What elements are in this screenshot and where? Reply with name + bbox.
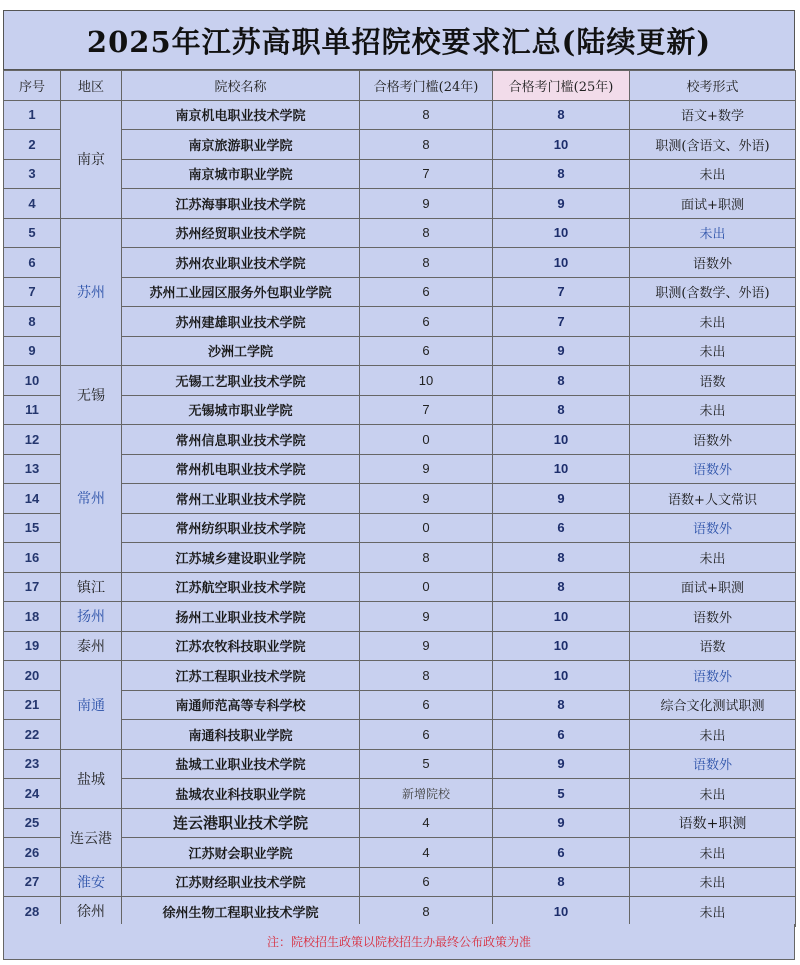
threshold-25-cell: 6: [493, 720, 630, 750]
school-name-cell: 南通科技职业学院: [122, 720, 360, 750]
threshold-25-cell: 8: [493, 395, 630, 425]
exam-form-cell: 未出: [630, 336, 796, 366]
region-cell: 镇江: [61, 572, 122, 602]
row-index: 9: [4, 336, 61, 366]
exam-form-cell: 未出: [630, 543, 796, 573]
threshold-25-cell: 10: [493, 454, 630, 484]
table-header-row: [4, 71, 796, 101]
threshold-24-cell: 10: [360, 366, 493, 396]
region-cell: 泰州: [61, 631, 122, 661]
school-name-cell: 南京机电职业技术学院: [122, 100, 360, 130]
row-index: 14: [4, 484, 61, 514]
row-index: 16: [4, 543, 61, 573]
region-cell: 南京: [61, 100, 122, 218]
table-row: [4, 572, 796, 602]
header-region: 地区: [61, 71, 122, 101]
threshold-24-cell: 9: [360, 484, 493, 514]
school-name-cell: 江苏农牧科技职业学院: [122, 631, 360, 661]
school-name-cell: 常州机电职业技术学院: [122, 454, 360, 484]
exam-form-cell: 未出: [630, 395, 796, 425]
threshold-24-cell: 6: [360, 277, 493, 307]
table-row: [4, 838, 796, 868]
school-name-cell: 无锡工艺职业技术学院: [122, 366, 360, 396]
table-row: [4, 808, 796, 838]
row-index: 18: [4, 602, 61, 632]
table-row: [4, 749, 796, 779]
row-index: 22: [4, 720, 61, 750]
threshold-25-cell: 9: [493, 808, 630, 838]
threshold-24-cell: 6: [360, 690, 493, 720]
threshold-24-cell: 9: [360, 189, 493, 219]
table-row: [4, 189, 796, 219]
threshold-25-cell: 10: [493, 130, 630, 160]
exam-form-cell: 未出: [630, 897, 796, 927]
threshold-25-cell: 8: [493, 867, 630, 897]
row-index: 23: [4, 749, 61, 779]
school-name-cell: 扬州工业职业技术学院: [122, 602, 360, 632]
row-index: 17: [4, 572, 61, 602]
school-name-cell: 沙洲工学院: [122, 336, 360, 366]
table-row: [4, 336, 796, 366]
threshold-25-cell: 10: [493, 631, 630, 661]
school-name-cell: 常州工业职业技术学院: [122, 484, 360, 514]
row-index: 3: [4, 159, 61, 189]
school-name-cell: 徐州生物工程职业技术学院: [122, 897, 360, 927]
school-name-cell: 常州信息职业技术学院: [122, 425, 360, 455]
table-row: [4, 661, 796, 691]
row-index: 11: [4, 395, 61, 425]
table-row: [4, 867, 796, 897]
table-row: [4, 484, 796, 514]
table-row: [4, 100, 796, 130]
header-school-name: 院校名称: [122, 71, 360, 101]
row-index: 27: [4, 867, 61, 897]
threshold-25-cell: 9: [493, 749, 630, 779]
threshold-24-cell: 9: [360, 631, 493, 661]
exam-form-cell: 未出: [630, 159, 796, 189]
table-row: [4, 897, 796, 927]
table-row: [4, 602, 796, 632]
region-cell: 淮安: [61, 867, 122, 897]
summary-sheet: [3, 10, 795, 960]
table-row: [4, 631, 796, 661]
threshold-24-cell: 6: [360, 867, 493, 897]
threshold-24-cell: 8: [360, 897, 493, 927]
exam-form-cell: 未出: [630, 307, 796, 337]
threshold-25-cell: 8: [493, 366, 630, 396]
region-cell: 连云港: [61, 808, 122, 867]
table-row: [4, 248, 796, 278]
row-index: 25: [4, 808, 61, 838]
threshold-24-cell: 8: [360, 248, 493, 278]
threshold-24-cell: 0: [360, 425, 493, 455]
exam-form-cell: 语数外: [630, 661, 796, 691]
header-threshold-25: 合格考门槛(25年): [493, 71, 630, 101]
school-name-cell: 南通师范高等专科学校: [122, 690, 360, 720]
exam-form-cell: 未出: [630, 867, 796, 897]
exam-form-cell: 语数外: [630, 425, 796, 455]
row-index: 8: [4, 307, 61, 337]
threshold-24-cell: 0: [360, 513, 493, 543]
row-index: 24: [4, 779, 61, 809]
threshold-24-cell: 9: [360, 602, 493, 632]
region-cell: 扬州: [61, 602, 122, 632]
table-row: [4, 690, 796, 720]
region-cell: 无锡: [61, 366, 122, 425]
exam-form-cell: 未出: [630, 779, 796, 809]
region-cell: 常州: [61, 425, 122, 573]
school-name-cell: 无锡城市职业学院: [122, 395, 360, 425]
region-cell: 盐城: [61, 749, 122, 808]
exam-form-cell: 语数外: [630, 602, 796, 632]
row-index: 1: [4, 100, 61, 130]
table-row: [4, 454, 796, 484]
school-name-cell: 江苏工程职业技术学院: [122, 661, 360, 691]
region-cell: 徐州: [61, 897, 122, 927]
threshold-25-cell: 10: [493, 661, 630, 691]
threshold-25-cell: 6: [493, 513, 630, 543]
table-row: [4, 130, 796, 160]
threshold-25-cell: 8: [493, 543, 630, 573]
threshold-24-cell: 8: [360, 218, 493, 248]
row-index: 15: [4, 513, 61, 543]
threshold-24-cell: 8: [360, 100, 493, 130]
threshold-24-cell: 6: [360, 336, 493, 366]
threshold-24-cell: 8: [360, 130, 493, 160]
region-cell: 苏州: [61, 218, 122, 366]
row-index: 21: [4, 690, 61, 720]
row-index: 5: [4, 218, 61, 248]
threshold-25-cell: 8: [493, 100, 630, 130]
school-name-cell: 江苏财经职业技术学院: [122, 867, 360, 897]
table-row: [4, 720, 796, 750]
threshold-24-cell: 6: [360, 307, 493, 337]
row-index: 20: [4, 661, 61, 691]
row-index: 28: [4, 897, 61, 927]
exam-form-cell: 未出: [630, 838, 796, 868]
school-name-cell: 江苏航空职业技术学院: [122, 572, 360, 602]
exam-form-cell: 语文+数学: [630, 100, 796, 130]
row-index: 10: [4, 366, 61, 396]
school-name-cell: 苏州建雄职业技术学院: [122, 307, 360, 337]
table-row: [4, 366, 796, 396]
threshold-25-cell: 8: [493, 690, 630, 720]
exam-form-cell: 职测(含数学、外语): [630, 277, 796, 307]
table-row: [4, 425, 796, 455]
school-name-cell: 苏州工业园区服务外包职业学院: [122, 277, 360, 307]
threshold-25-cell: 8: [493, 572, 630, 602]
table-row: [4, 543, 796, 573]
threshold-25-cell: 10: [493, 425, 630, 455]
threshold-25-cell: 9: [493, 189, 630, 219]
exam-form-cell: 职测(含语文、外语): [630, 130, 796, 160]
exam-form-cell: 未出: [630, 218, 796, 248]
exam-form-cell: 语数+人文常识: [630, 484, 796, 514]
row-index: 7: [4, 277, 61, 307]
table-row: [4, 159, 796, 189]
exam-form-cell: 语数外: [630, 248, 796, 278]
exam-form-cell: 未出: [630, 720, 796, 750]
threshold-25-cell: 7: [493, 277, 630, 307]
school-name-cell: 连云港职业技术学院: [122, 808, 360, 838]
school-name-cell: 盐城工业职业技术学院: [122, 749, 360, 779]
row-index: 6: [4, 248, 61, 278]
row-index: 4: [4, 189, 61, 219]
table-row: [4, 513, 796, 543]
school-name-cell: 江苏海事职业技术学院: [122, 189, 360, 219]
header-index: 序号: [4, 71, 61, 101]
header-threshold-24: 合格考门槛(24年): [360, 71, 493, 101]
table-row: [4, 779, 796, 809]
threshold-25-cell: 9: [493, 484, 630, 514]
page-title: 2025年江苏高职单招院校要求汇总(陆续更新): [3, 10, 795, 70]
threshold-25-cell: 9: [493, 336, 630, 366]
threshold-24-cell: 8: [360, 661, 493, 691]
schools-table: [3, 70, 796, 927]
threshold-24-cell: 4: [360, 838, 493, 868]
row-index: 13: [4, 454, 61, 484]
exam-form-cell: 语数: [630, 631, 796, 661]
threshold-25-cell: 5: [493, 779, 630, 809]
threshold-25-cell: 8: [493, 159, 630, 189]
exam-form-cell: 语数: [630, 366, 796, 396]
table-row: [4, 307, 796, 337]
exam-form-cell: 面试+职测: [630, 189, 796, 219]
threshold-25-cell: 10: [493, 218, 630, 248]
exam-form-cell: 语数外: [630, 513, 796, 543]
threshold-24-cell: 9: [360, 454, 493, 484]
row-index: 12: [4, 425, 61, 455]
exam-form-cell: 语数外: [630, 454, 796, 484]
table-row: [4, 218, 796, 248]
threshold-24-cell: 6: [360, 720, 493, 750]
threshold-25-cell: 10: [493, 248, 630, 278]
threshold-25-cell: 10: [493, 897, 630, 927]
threshold-24-cell: 0: [360, 572, 493, 602]
threshold-24-cell: 5: [360, 749, 493, 779]
school-name-cell: 南京城市职业学院: [122, 159, 360, 189]
threshold-24-cell: 4: [360, 808, 493, 838]
school-name-cell: 江苏财会职业学院: [122, 838, 360, 868]
exam-form-cell: 综合文化测试职测: [630, 690, 796, 720]
school-name-cell: 江苏城乡建设职业学院: [122, 543, 360, 573]
threshold-24-cell: 8: [360, 543, 493, 573]
exam-form-cell: 面试+职测: [630, 572, 796, 602]
row-index: 26: [4, 838, 61, 868]
policy-note: 注：院校招生政策以院校招生办最终公布政策为准: [3, 924, 795, 960]
school-name-cell: 盐城农业科技职业学院: [122, 779, 360, 809]
threshold-24-cell: 新增院校: [360, 779, 493, 809]
header-exam-form: 校考形式: [630, 71, 796, 101]
table-row: [4, 277, 796, 307]
threshold-25-cell: 6: [493, 838, 630, 868]
region-cell: 南通: [61, 661, 122, 750]
row-index: 2: [4, 130, 61, 160]
threshold-24-cell: 7: [360, 159, 493, 189]
school-name-cell: 常州纺织职业技术学院: [122, 513, 360, 543]
row-index: 19: [4, 631, 61, 661]
threshold-24-cell: 7: [360, 395, 493, 425]
school-name-cell: 南京旅游职业学院: [122, 130, 360, 160]
threshold-25-cell: 10: [493, 602, 630, 632]
exam-form-cell: 语数外: [630, 749, 796, 779]
table-row: [4, 395, 796, 425]
school-name-cell: 苏州农业职业技术学院: [122, 248, 360, 278]
threshold-25-cell: 7: [493, 307, 630, 337]
exam-form-cell: 语数+职测: [630, 808, 796, 838]
school-name-cell: 苏州经贸职业技术学院: [122, 218, 360, 248]
